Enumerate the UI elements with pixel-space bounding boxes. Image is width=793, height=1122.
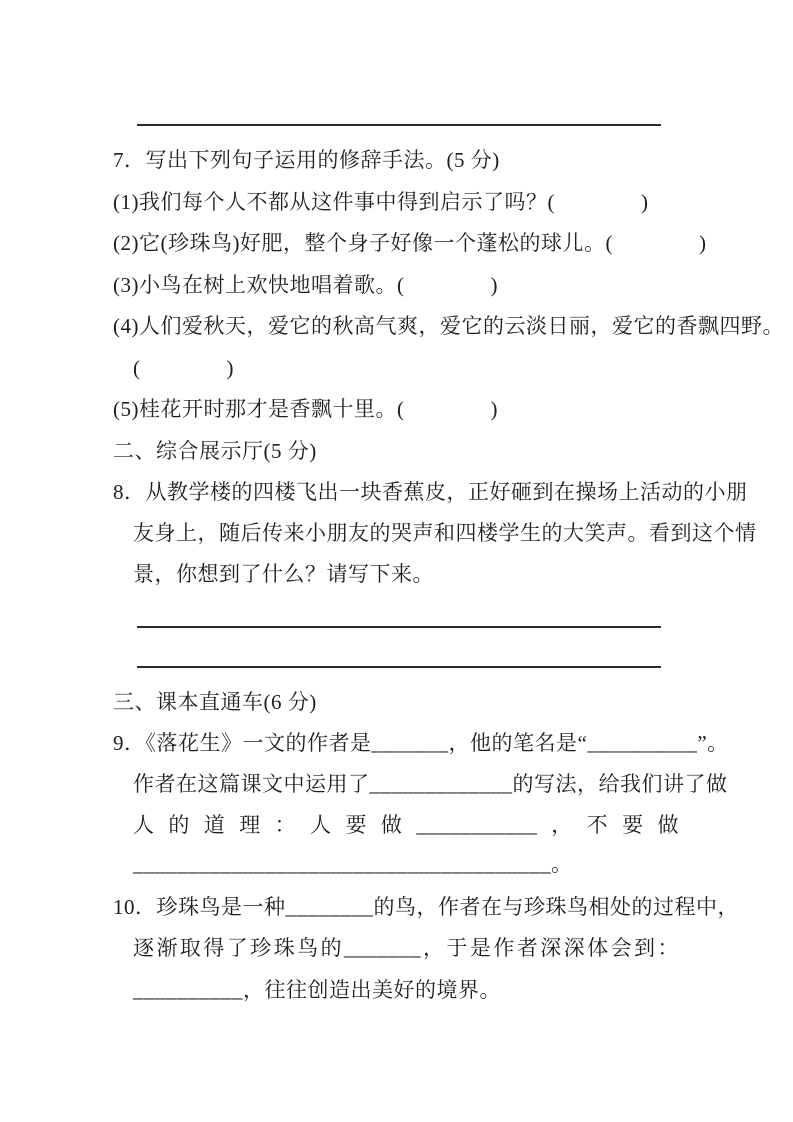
q7-item-4-line-1: (4)人们爱秋天，爱它的秋高气爽，爱它的云淡日丽，爱它的香飘四野。: [113, 314, 784, 338]
q7-heading: 7．写出下列句子运用的修辞手法。(5 分): [113, 148, 500, 172]
q9-line-1: 9．《落花生》一文的作者是_______，他的笔名是“__________”。: [113, 731, 729, 755]
q9-line-2: 作者在这篇课文中运用了_____________的写法，给我们讲了做: [133, 772, 728, 796]
answer-blank-line: [137, 626, 661, 628]
q7-item-4-line-2: ( ): [133, 356, 234, 380]
q8-line-1: 8．从教学楼的四楼飞出一块香蕉皮，正好砸到在操场上活动的小朋: [113, 480, 748, 504]
q10-line-1: 10．珍珠鸟是一种________的鸟，作者在与珍珠鸟相处的过程中，: [113, 895, 739, 919]
q9-line-3: 人的道理：人要做___________，不要做: [133, 813, 679, 837]
answer-blank-line: [137, 124, 661, 126]
q8-line-3: 景，你想到了什么？请写下来。: [133, 562, 434, 586]
q10-line-3: __________，往往创造出美好的境界。: [133, 978, 501, 1002]
q7-item-3: (3)小鸟在树上欢快地唱着歌。( ): [113, 273, 498, 297]
q9-line-4: ______________________________________。: [133, 852, 573, 876]
q8-line-2: 友身上，随后传来小朋友的哭声和四楼学生的大笑声。看到这个情: [133, 521, 757, 545]
section-3-heading: 三、课本直通车(6 分): [113, 690, 317, 714]
answer-blank-line: [137, 666, 661, 668]
q7-item-2: (2)它(珍珠鸟)好肥，整个身子好像一个蓬松的球儿。( ): [113, 231, 707, 255]
q7-item-5: (5)桂花开时那才是香飘十里。( ): [113, 397, 498, 421]
q7-item-1: (1)我们每个人不都从这件事中得到启示了吗？( ): [113, 190, 649, 214]
q10-line-2: 逐渐取得了珍珠鸟的_______，于是作者深深体会到：: [133, 936, 679, 960]
section-2-heading: 二、综合展示厅(5 分): [113, 439, 317, 463]
